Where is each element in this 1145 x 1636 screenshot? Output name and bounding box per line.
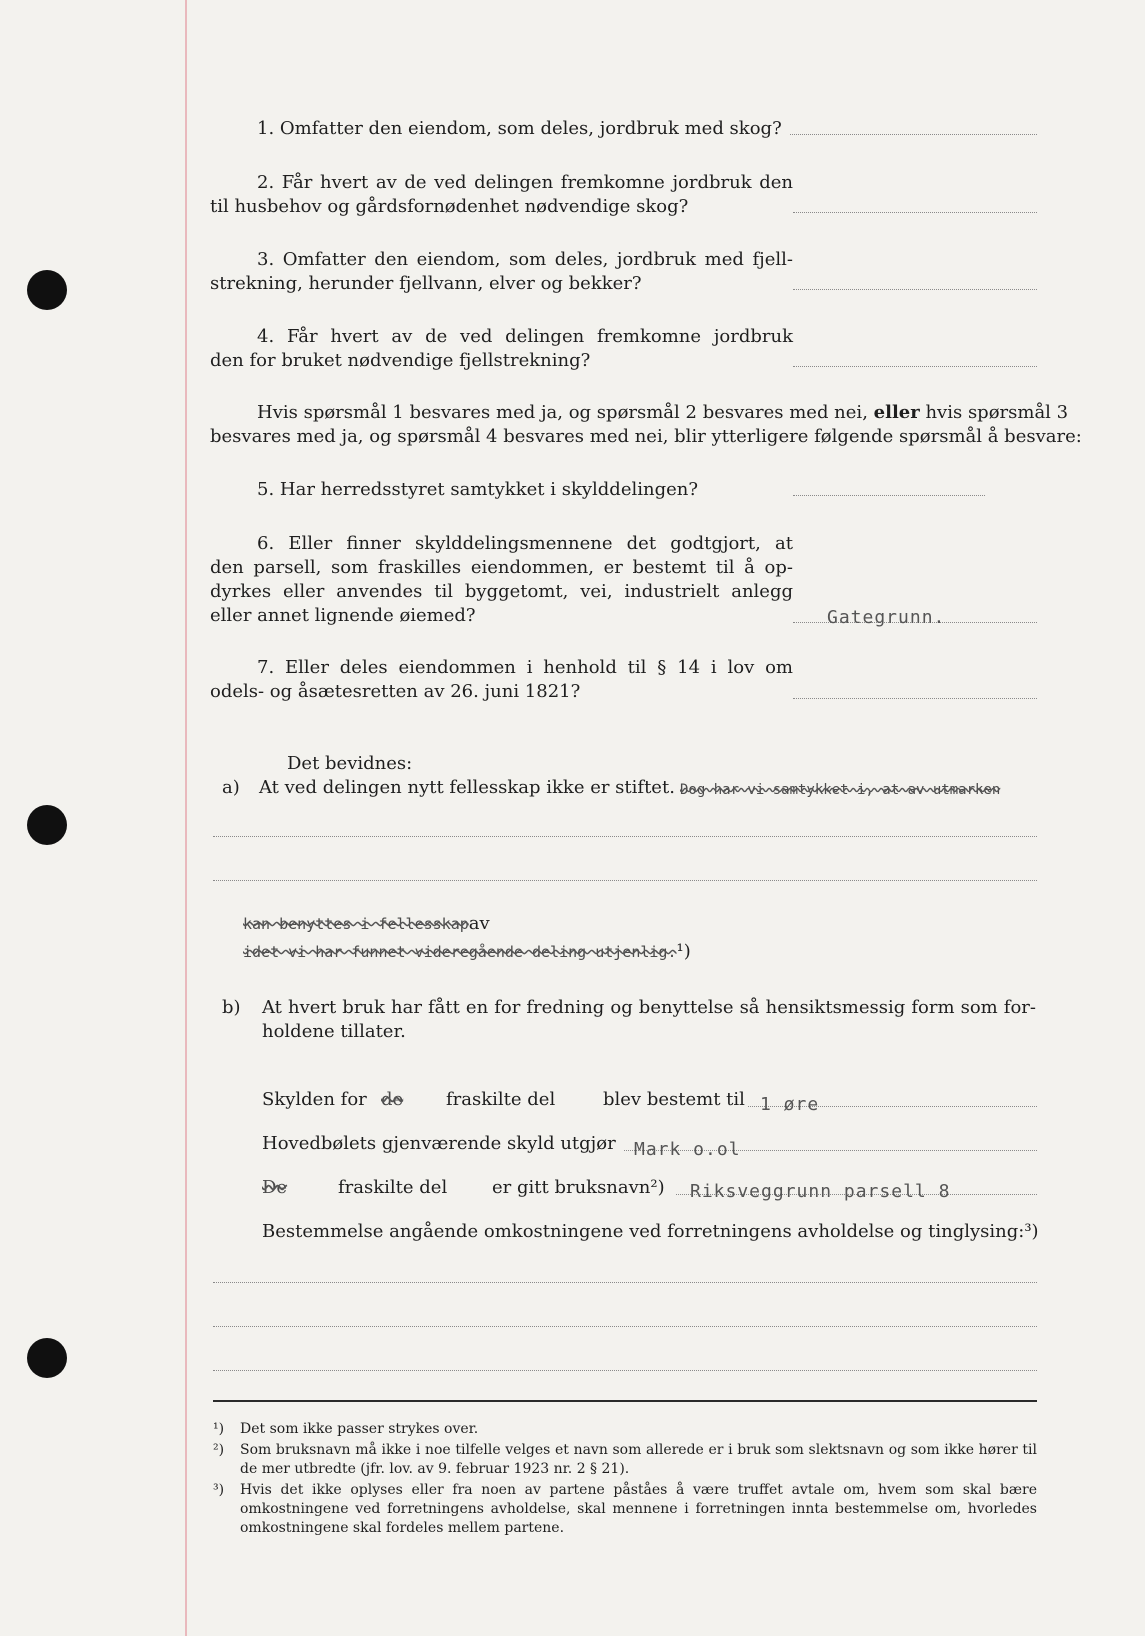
answer-line-4 <box>793 366 1037 367</box>
item-b-label: b) <box>222 997 241 1018</box>
item-a-label: a) <box>222 777 240 798</box>
skyld-label-c: blev bestemt til <box>603 1089 745 1110</box>
question-1: 1. Omfatter den eiendom, som deles, jordbruk med skog? <box>257 118 782 139</box>
item-a-struck-text: Dog har vi samtykket i, at av utmarken <box>680 782 1001 798</box>
struck-line-3 <box>243 940 691 964</box>
footnote-2: Som bruksnavn må ikke i noe tilfelle velges et navn som allerede er i bruk som slektsnavn og som ikke hører til de mer utbredte (jfr. lov. av 9. februar 1923 nr. 2 § 21). <box>240 1442 1037 1477</box>
answer-6-value: Gategrunn. <box>827 607 946 628</box>
blank-line <box>213 1282 1037 1283</box>
navn-value: Riksveggrunn parsell 8 <box>690 1181 951 1202</box>
question-3-line-1: 3. Omfatter den eiendom, som deles, jordbruk med fjell- <box>257 249 793 270</box>
blank-line <box>213 1370 1037 1371</box>
blank-line <box>213 1326 1037 1327</box>
struck-line-2-tail: av <box>468 913 490 934</box>
item-a-text: At ved delingen nytt fellesskap ikke er stiftet. <box>259 777 675 798</box>
bestemmelse-label: Bestemmelse angående omkostningene ved forretningens avholdelse og tinglysing:³) <box>262 1221 1039 1242</box>
question-5: 5. Har herredsstyret samtykket i skylddelingen? <box>257 479 698 500</box>
answer-line-5 <box>793 495 985 496</box>
footnote-ref-1: ¹) <box>676 941 691 962</box>
blank-line <box>213 880 1037 881</box>
navn-label-b: er gitt bruksnavn²) <box>492 1177 665 1198</box>
punch-hole <box>27 805 67 845</box>
struck-line-2 <box>243 912 490 936</box>
question-6-line-3: dyrkes eller anvendes til byggetomt, vei, industrielt anlegg <box>210 581 793 602</box>
question-2-line-2: til husbehov og gårdsfornødenhet nødvendige skog? <box>210 196 689 217</box>
punch-hole <box>27 270 67 310</box>
skyld-label-b: fraskilte del <box>446 1089 556 1110</box>
condition-line-1 <box>257 401 1069 425</box>
margin-line <box>185 0 187 1636</box>
skyld-label-a: Skylden for <box>262 1089 367 1110</box>
punch-hole <box>27 1338 67 1378</box>
hovedbol-label: Hovedbølets gjenværende skyld utgjør <box>262 1133 616 1154</box>
condition-text-c: hvis spørsmål 3 <box>925 402 1069 423</box>
question-6-line-2: den parsell, som fraskilles eiendommen, er bestemt til å op- <box>210 557 793 578</box>
struck-text: kan benyttes i fellesskap <box>243 915 469 933</box>
question-7-line-1: 7. Eller deles eiendommen i henhold til § 14 i lov om <box>257 657 793 678</box>
question-4-line-1: 4. Får hvert av de ved delingen fremkomne jordbruk <box>257 326 793 347</box>
condition-bold-eller: eller <box>873 402 920 423</box>
footnote-3: Hvis det ikke oplyses eller fra noen av partene påståes å være truffet avtale om, hvem som skal bære omkostningene ved forretningens avholdelse, skal mennene i forretningen innta bestemmelse om, hvorledes omkostningene skal fordeles mellem partene. <box>240 1482 1037 1536</box>
item-b-line-2: holdene tillater. <box>262 1021 406 1042</box>
footnote-1: Det som ikke passer strykes over. <box>240 1421 479 1437</box>
skyld-value: 1 øre <box>760 1094 820 1115</box>
question-2-line-1: 2. Får hvert av de ved delingen fremkomne jordbruk den <box>257 172 793 193</box>
answer-line-3 <box>793 289 1037 290</box>
answer-line-1 <box>790 134 1037 135</box>
certify-heading: Det bevidnes: <box>287 753 413 774</box>
question-6-line-1: 6. Eller finner skylddelingsmennene det godtgjort, at <box>257 533 793 554</box>
footnote-mark-1: ¹) <box>213 1421 225 1437</box>
blank-line <box>213 836 1037 837</box>
navn-struck-word: De <box>262 1177 288 1198</box>
condition-line-2: besvares med ja, og spørsmål 4 besvares med nei, blir ytterligere følgende spørsmål å besvare: <box>210 426 1082 447</box>
footnote-mark-3: ³) <box>213 1482 225 1498</box>
question-6-line-4: eller annet lignende øiemed? <box>210 605 476 626</box>
question-4-line-2: den for bruket nødvendige fjellstrekning? <box>210 350 591 371</box>
footnote-rule <box>213 1400 1037 1402</box>
hovedbol-value: Mark o.ol <box>634 1139 741 1160</box>
answer-line-7 <box>793 698 1037 699</box>
question-7-line-2: odels- og åsætesretten av 26. juni 1821? <box>210 681 581 702</box>
answer-line-2 <box>793 212 1037 213</box>
struck-text: idet vi har funnet videregående deling utjenlig. <box>243 943 677 961</box>
question-3-line-2: strekning, herunder fjellvann, elver og bekker? <box>210 273 642 294</box>
skyld-struck-word: de <box>381 1089 404 1110</box>
navn-label-a: fraskilte del <box>338 1177 448 1198</box>
item-b-line-1: At hvert bruk har fått en for fredning og benyttelse så hensiktsmessig form som for- <box>262 997 1036 1018</box>
footnote-mark-2: ²) <box>213 1442 225 1458</box>
condition-text-a: Hvis spørsmål 1 besvares med ja, og spørsmål 2 besvares med nei, <box>257 402 868 423</box>
